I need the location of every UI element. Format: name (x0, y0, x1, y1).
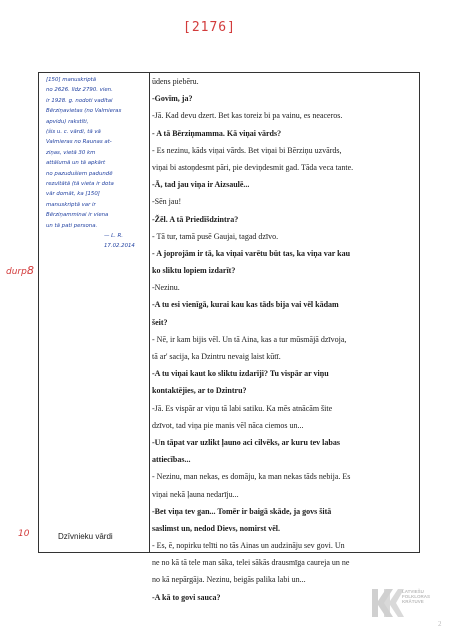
reference-number: [2176] (183, 20, 236, 35)
archive-logo-text (402, 589, 430, 604)
transcript-line: - A tā Bērziņmamma. Kā viņai vārds? (152, 128, 282, 138)
side-column-label: Dzīvnieku vārdi (58, 532, 113, 541)
transcript-line: -Bet viņa tev gan... Tomēr ir baigā skāde, ja govs šitā (152, 506, 332, 516)
logo-line-2: FOLKLORAS (402, 594, 430, 599)
transcript-line: tā ar' sacija, ka Dzintru nevaig laist kūtī. (152, 352, 281, 361)
transcript-line: -Nezinu. (152, 283, 180, 293)
handwritten-note-line: attālumā un tā apkārt (46, 160, 106, 167)
transcript-text (152, 76, 416, 603)
transcript-line: -Žēl. A tā Priedīšdzintra? (152, 214, 239, 224)
handwritten-note (46, 77, 142, 257)
transcript-line: attiecības... (152, 455, 191, 465)
handwritten-note-line: [150] manuskriptā (46, 77, 97, 83)
table-column-divider (149, 72, 150, 553)
margin-page-number-10: 10 (18, 529, 30, 539)
kk-logo-icon (372, 589, 404, 617)
handwritten-note-line: Bērziņavietas (no Valmieras (46, 108, 122, 115)
transcript-line: šeit? (152, 317, 168, 327)
transcript-line: ne no kā tā tele man sāka, telei sākās drausmīga caureja un ne (152, 558, 350, 568)
handwritten-note-line: no 2626. līdz 2790. vien. (46, 87, 113, 94)
transcript-line: - Nezinu, man nekas, es domāju, ka man nekas tāds nebija. Es (152, 472, 351, 482)
transcript-line: -A tu esi vienīgā, kurai kau kas tāds bija vai vēl kādam (152, 300, 339, 310)
transcript-line: -Jā. Kad devu dzert. Bet kas toreiz bi pa vainu, es neaceros. (152, 111, 343, 121)
handwritten-note-line: no pazudušiem padundē (46, 170, 113, 177)
handwritten-note-line: apvidu) rakstīti, (46, 118, 89, 125)
margin-page-number-8: 8 (27, 264, 34, 277)
handwritten-note-line: un tā pati persona. (46, 222, 98, 229)
transcript-line: -Govīm, ja? (152, 94, 193, 104)
handwritten-note-line: Bērziņamminai ir viena (46, 212, 109, 219)
transcript-line: no kā nepārgāja. Nezinu, beigās palika labi un... (152, 575, 306, 585)
handwritten-note-line: — L. R. (104, 233, 123, 239)
transcript-line: - Tā tur, tamā pusē Gaujai, tagad dzīvo. (152, 231, 279, 241)
transcript-line: saslimst un, nedod Dievs, nomirst vēl. (152, 523, 281, 533)
transcript-line: - Es nezinu, kāds viņai vārds. Bet viņai bi Bērziņu uzvārds, (152, 145, 342, 155)
transcript-line: - Nē, ir kam bijis vēl. Un tā Aina, kas a tur mūsmājā dzīvoja, (152, 334, 347, 344)
handwritten-note-line: rezultātā (tā vieta ir dota (46, 181, 114, 187)
handwritten-note-line: Valmieras no Raunas at- (46, 139, 112, 146)
transcript-line: -A kā to govi sauca? (152, 592, 221, 602)
transcript-line: -Ā, tad jau viņa ir Aizsaulē... (152, 180, 250, 190)
transcript-line: viņai nekā ļauna nedarīju... (152, 489, 239, 499)
logo-line-1: LATVIEŠU (402, 589, 424, 594)
page-corner-number: 2 (438, 620, 442, 628)
transcript-line: -A tu viņai kaut ko sliktu izdarīji? Tu vispār ar viņu (152, 369, 329, 379)
transcript-line: dzīvot, tad viņa pie manis vēl nāca ciemos un... (152, 420, 304, 430)
transcript-line: ko sliktu lopiem izdarīt? (152, 266, 236, 276)
transcript-line: kontaktējies, ar to Dzintru? (152, 386, 247, 396)
transcript-line: -Sēn jau! (152, 197, 182, 207)
transcript-line: - A joprojām ir tā, ka viņai varētu būt tas, ka viņa var kau (152, 248, 351, 258)
transcript-line: -Jā. Es vispār ar viņu tā labi satiku. Ka mēs atnācām šite (152, 403, 333, 413)
handwritten-note-line: manuskriptā var ir (46, 201, 96, 208)
transcript-line: ūdens piebēru. (152, 77, 199, 86)
margin-annotation-durp: durp. (6, 267, 30, 277)
transcript-line: viņai bi astoņdesmt pāri, pie deviņdesmit gad. Tāda veca tante. (152, 162, 354, 172)
handwritten-note-line: ir 1928. g. nodoti vadītai (46, 97, 113, 104)
handwritten-note-line: (šis u. c. vārdi, tā vā (46, 129, 101, 135)
handwritten-note-line: 17.02.2014 (104, 243, 135, 250)
transcript-line: - Es, ē, nopirku telīti no tās Ainas un audzināju sev govi. Un (152, 541, 345, 551)
logo-line-3: KRĀTUVE (402, 599, 424, 604)
handwritten-note-line: ziņas, vietā 30 km (46, 149, 96, 156)
handwritten-note-line: vār domāt, ka [150] (46, 191, 100, 198)
transcript-line: -Un tāpat var uzlikt ļauno aci cilvēks, ar kuru tev labas (152, 437, 340, 447)
